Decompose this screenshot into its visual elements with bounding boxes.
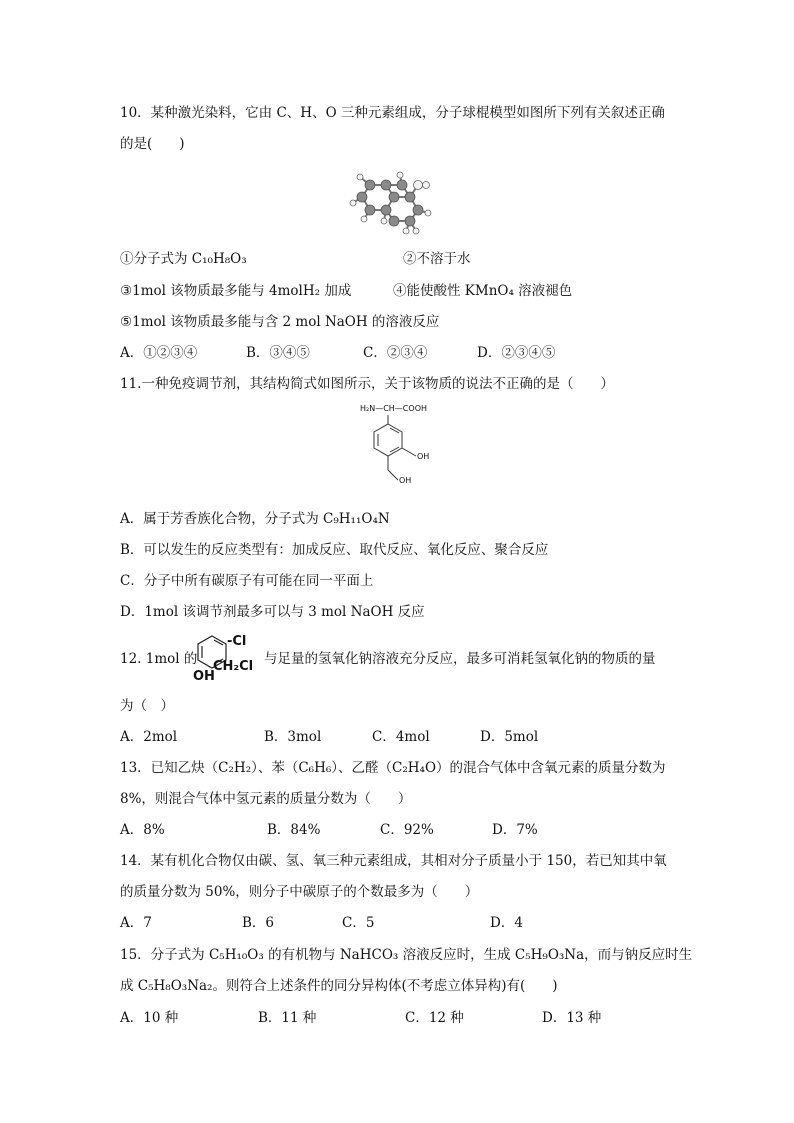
q13-option-c[interactable]: C．92%: [380, 822, 434, 838]
structure-cl-label: -Cl: [227, 634, 247, 649]
q14-option-a[interactable]: A．7: [120, 915, 152, 931]
q12-stem-line2: 为（ ）: [120, 698, 174, 714]
q13-option-d[interactable]: D．7%: [492, 822, 538, 838]
structure-alcohol-oh-label: OH: [399, 476, 412, 485]
q11-option-b[interactable]: B．可以发生的反应类型有：加成反应、取代反应、氧化反应、聚合反应: [120, 542, 549, 558]
q10-option-d[interactable]: D．②③④⑤: [477, 345, 556, 361]
q14-option-c[interactable]: C．5: [342, 915, 375, 931]
immunomodulator-structure-figure: [356, 400, 440, 496]
q10-statement-4: ④能使酸性 KMnO₄ 溶液褪色: [393, 283, 573, 299]
q15-stem-line1: 15．分子式为 C₅H₁₀O₃ 的有机物与 NaHCO₃ 溶液反应时，生成 C₅H₉O₃Na，而与钠反应时生: [120, 947, 693, 963]
q12-stem-suffix: 与足量的氢氧化钠溶液充分反应，最多可消耗氢氧化钠的物质的量: [264, 651, 656, 667]
benzene-ring-icon: [356, 400, 440, 496]
q10-stem-line1: 10．某种激光染料，它由 C、H、O 三种元素组成，分子球棍模型如图所下列有关叙述正确: [120, 105, 665, 121]
q15-option-a[interactable]: A．10 种: [120, 1010, 179, 1026]
q13-option-a[interactable]: A．8%: [120, 822, 165, 838]
q10-option-a[interactable]: A．①②③④: [120, 345, 198, 361]
q15-option-b[interactable]: B．11 种: [258, 1010, 317, 1026]
q15-option-c[interactable]: C．12 种: [405, 1010, 464, 1026]
q10-stem-line2: 的是( ): [120, 136, 185, 152]
q11-option-c[interactable]: C．分子中所有碳原子有可能在同一平面上: [120, 573, 374, 589]
q12-option-a[interactable]: A．2mol: [120, 729, 178, 745]
q14-option-b[interactable]: B．6: [242, 915, 275, 931]
ball-stick-model-figure: [348, 163, 448, 235]
q12-option-b[interactable]: B．3mol: [264, 729, 322, 745]
structure-ch2cl-label: CH₂Cl: [213, 659, 254, 674]
q10-statement-5: ⑤1mol 该物质最多能与含 2 mol NaOH 的溶液反应: [120, 314, 440, 330]
q12-option-d[interactable]: D．5mol: [480, 729, 539, 745]
q15-stem-line2: 成 C₅H₈O₃Na₂。则符合上述条件的同分异构体(不考虑立体异构)有( ): [120, 978, 558, 994]
q14-option-d[interactable]: D．4: [490, 915, 523, 931]
structure-top-label: H₂N—CH—COOH: [360, 404, 428, 413]
q10-statement-2: ②不溶于水: [403, 251, 471, 267]
q10-option-c[interactable]: C．②③④: [363, 345, 428, 361]
q14-stem-line2: 的质量分数为 50%，则分子中碳原子的个数最多为（ ）: [120, 884, 479, 900]
q12-option-c[interactable]: C．4mol: [372, 729, 430, 745]
q12-stem-prefix: 12. 1mol 的: [120, 651, 198, 667]
q10-statement-1: ①分子式为 C₁₀H₈O₃: [120, 251, 247, 267]
q11-option-d[interactable]: D．1mol 该调节剂最多可以与 3 mol NaOH 反应: [120, 604, 425, 620]
q11-option-a[interactable]: A．属于芳香族化合物，分子式为 C₉H₁₁O₄N: [120, 511, 390, 527]
q14-stem-line1: 14．某有机化合物仅由碳、氢、氧三种元素组成，其相对分子质量小于 150，若已知其中氧: [120, 853, 667, 869]
q13-stem-line1: 13．已知乙炔（C₂H₂）、苯（C₆H₆）、乙醛（C₂H₄O）的混合气体中含氧元素的质量分数为: [120, 760, 666, 776]
q10-option-b[interactable]: B．③④⑤: [246, 345, 310, 361]
q13-option-b[interactable]: B．84%: [267, 822, 321, 838]
q10-statement-3: ③1mol 该物质最多能与 4molH₂ 加成: [120, 283, 352, 299]
q11-stem: 11.一种免疫调节剂，其结构简式如图所示，关于该物质的说法不正确的是（ ）: [120, 376, 614, 392]
q13-stem-line2: 8%，则混合气体中氢元素的质量分数为（ ）: [120, 791, 412, 807]
structure-phenol-oh-label: OH: [417, 452, 430, 461]
q15-option-d[interactable]: D．13 种: [542, 1010, 602, 1026]
chlorobenzyl-phenol-structure-figure: [188, 630, 262, 684]
structure-oh-label: OH: [193, 669, 215, 684]
